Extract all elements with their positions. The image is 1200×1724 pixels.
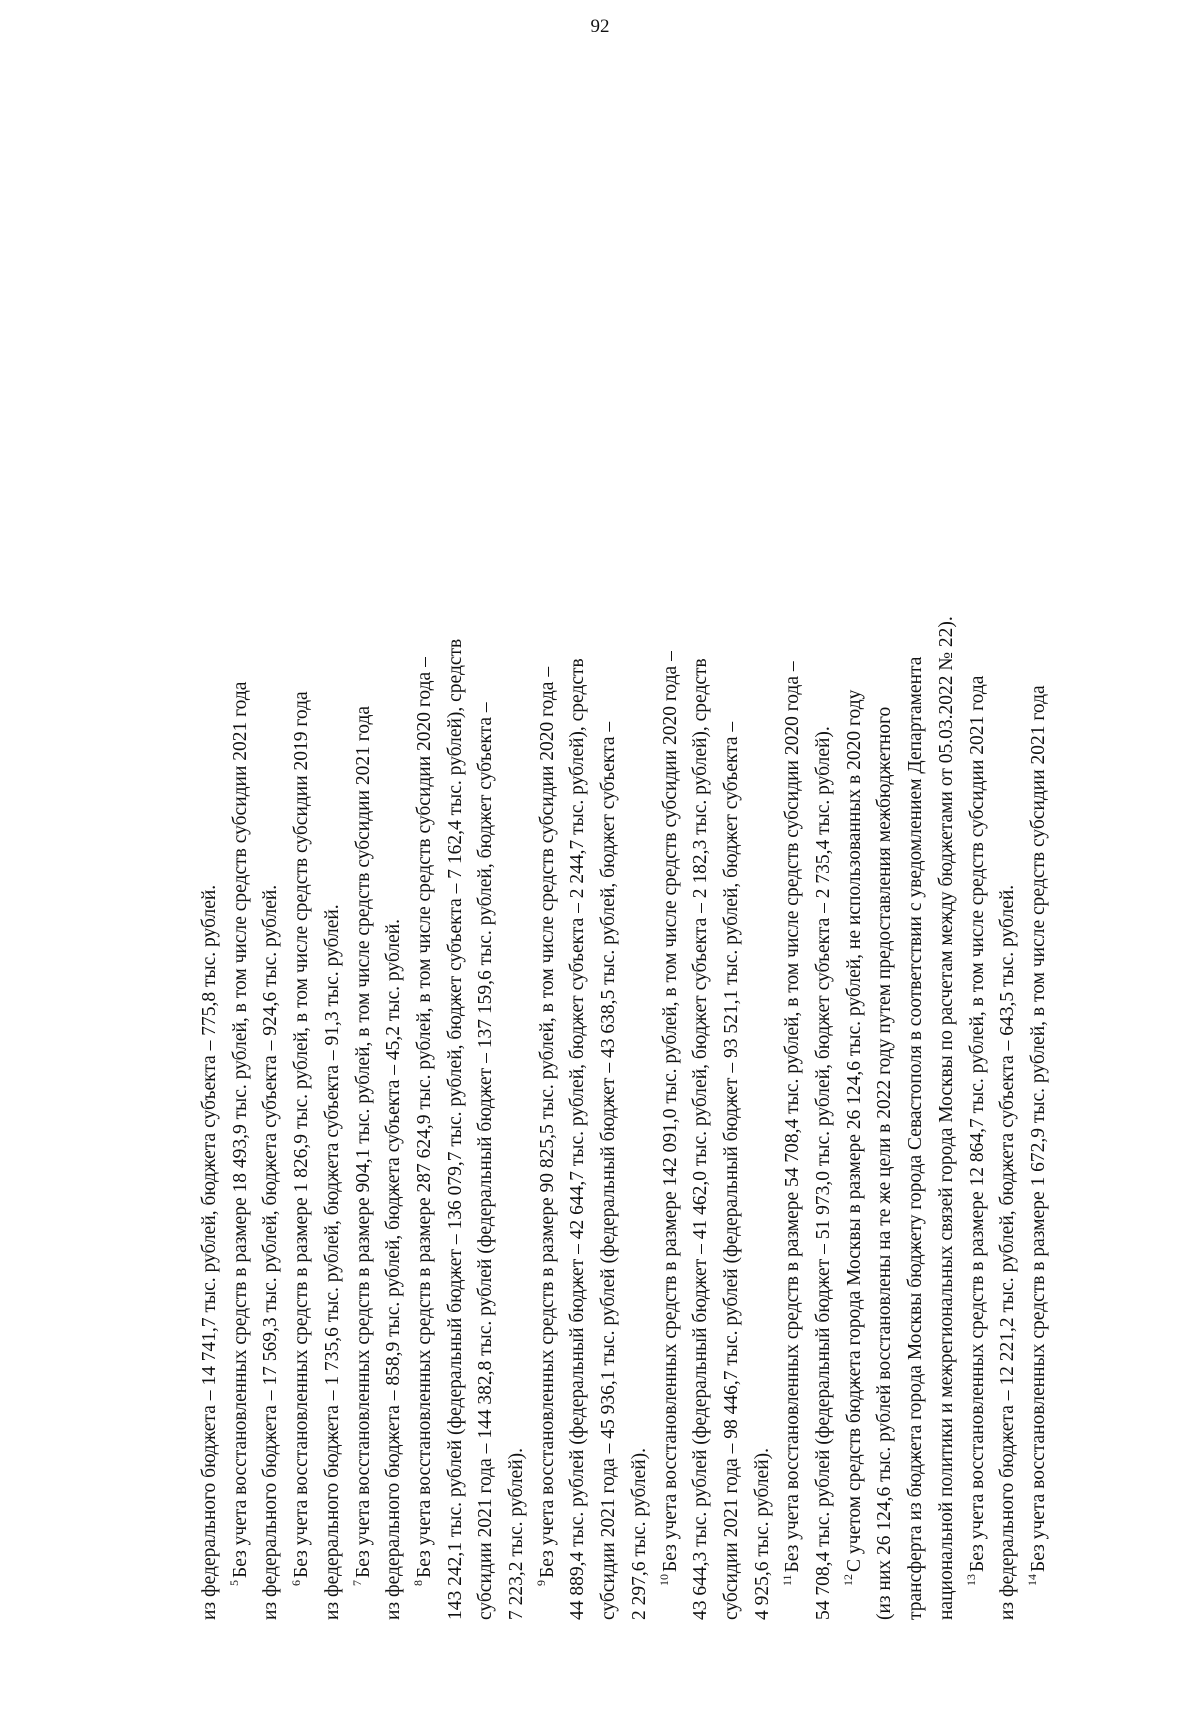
footnote-line-start (656, 90, 687, 1620)
footnote-text: национальной политики и межрегиональных связей города Москвы по расчетам между бюджетами от 05.03.2022 № 22). (935, 616, 957, 1620)
footnote-line (686, 90, 717, 1620)
footnote-line (379, 90, 410, 1620)
footnotes-block (195, 90, 1055, 1620)
footnote-line-start (533, 90, 564, 1620)
footnote-marker: 7 (350, 1580, 365, 1586)
footnote-text: Без учета восстановленных средств в размере 12 864,7 тыс. рублей, в том числе средств субсидии 2021 года (966, 675, 988, 1572)
footnote-line (318, 90, 349, 1620)
footnote-text: Без учета восстановленных средств в размере 1 826,9 тыс. рублей, в том числе средств субсидии 2019 года (291, 691, 313, 1578)
footnote-text: 44 889,4 тыс. рублей (федеральный бюджет – 42 644,7 тыс. рублей, бюджет субъекта – 2 244,7 тыс. рублей), средств (567, 658, 589, 1620)
footnote-text: трансферта из бюджета города Москвы бюджету города Севастополя в соответствии с уведомлением Департамента (905, 656, 927, 1620)
footnote-text: субсидии 2021 года – 45 936,1 тыс. рублей (федеральный бюджет – 43 638,5 тыс. рублей, бюджет субъекта – (598, 721, 620, 1620)
footnote-text: из федерального бюджета – 17 569,3 тыс. рублей, бюджета субъекта – 924,6 тыс. рублей. (260, 884, 282, 1620)
footnote-line (717, 90, 748, 1620)
footnote-line-start (1024, 90, 1055, 1620)
footnote-line (256, 90, 287, 1620)
footnote-line (870, 90, 901, 1620)
footnote-line-start (349, 90, 380, 1620)
footnote-text: Без учета восстановленных средств в размере 904,1 тыс. рублей, в том числе средств субсидии 2021 года (352, 705, 374, 1578)
footnote-marker: 6 (288, 1580, 303, 1586)
footnote-marker: 13 (964, 1574, 979, 1586)
footnote-text: субсидии 2021 года – 98 446,7 тыс. рублей (федеральный бюджет – 93 521,1 тыс. рублей, бюджет субъекта – (720, 721, 742, 1620)
footnote-line (195, 90, 226, 1620)
footnote-line (625, 90, 656, 1620)
footnote-marker: 8 (411, 1580, 426, 1586)
footnote-line-start (963, 90, 994, 1620)
footnote-line-start (778, 90, 809, 1620)
footnote-line (441, 90, 472, 1620)
footnote-text: 7 223,2 тыс. рублей). (506, 1447, 528, 1620)
footnote-marker: 5 (227, 1580, 242, 1586)
footnote-marker: 9 (534, 1580, 549, 1586)
footnote-line (748, 90, 779, 1620)
footnote-marker: 12 (841, 1574, 856, 1586)
footnote-text: 43 644,3 тыс. рублей (федеральный бюджет – 41 462,0 тыс. рублей, бюджет субъекта – 2 182,3 тыс. рублей), средств (690, 658, 712, 1620)
footnote-text: 2 297,6 тыс. рублей). (628, 1447, 650, 1620)
footnote-line (932, 90, 963, 1620)
footnote-text: Без учета восстановленных средств в размере 54 708,4 тыс. рублей, в том числе средств субсидии 2020 года – (782, 661, 804, 1573)
footnote-marker: 11 (779, 1574, 794, 1586)
footnote-text: Без учета восстановленных средств в размере 90 825,5 тыс. рублей, в том числе средств субсидии 2020 года – (536, 666, 558, 1578)
footnote-text: 4 925,6 тыс. рублей). (751, 1447, 773, 1620)
footnote-line-start (840, 90, 871, 1620)
footnote-text: С учетом средств бюджета города Москвы в размере 26 124,6 тыс. рублей, не использованных в 2020 году (843, 689, 865, 1572)
footnote-line (993, 90, 1024, 1620)
footnote-line (563, 90, 594, 1620)
footnote-line (594, 90, 625, 1620)
footnote-text: 54 708,4 тыс. рублей (федеральный бюджет – 51 973,0 тыс. рублей, бюджет субъекта – 2 735,4 тыс. рублей). (813, 726, 835, 1620)
footnote-text: Без учета восстановленных средств в размере 142 091,0 тыс. рублей, в том числе средств субсидии 2020 года – (659, 651, 681, 1572)
footnote-line-start (226, 90, 257, 1620)
footnote-text: Без учета восстановленных средств в размере 1 672,9 тыс. рублей, в том числе средств субсидии 2021 года (1027, 685, 1049, 1572)
footnote-text: субсидии 2021 года – 144 382,8 тыс. рублей (федеральный бюджет – 137 159,6 тыс. рублей, бюджет субъекта – (475, 702, 497, 1620)
footnote-marker: 10 (657, 1574, 672, 1586)
footnote-text: Без учета восстановленных средств в размере 287 624,9 тыс. рублей, в том числе средств субсидии 2020 года – (413, 657, 435, 1578)
footnote-text: из федерального бюджета – 12 221,2 тыс. рублей, бюджета субъекта – 643,5 тыс. рублей. (997, 884, 1019, 1620)
footnote-text: 143 242,1 тыс. рублей (федеральный бюджет – 136 079,7 тыс. рублей, бюджет субъекта – 7 162,4 тыс. рублей), средств (444, 638, 466, 1620)
footnote-marker: 14 (1025, 1574, 1040, 1586)
footnote-line-start (410, 90, 441, 1620)
footnote-text: Без учета восстановленных средств в размере 18 493,9 тыс. рублей, в том числе средств субсидии 2021 года (229, 681, 251, 1578)
footnote-line (502, 90, 533, 1620)
footnote-text: из федерального бюджета – 858,9 тыс. рублей, бюджета субъекта – 45,2 тыс. рублей. (383, 918, 405, 1620)
footnote-line-start (287, 90, 318, 1620)
footnote-text: из федерального бюджета – 14 741,7 тыс. рублей, бюджета субъекта – 775,8 тыс. рублей. (199, 884, 220, 1620)
footnote-line (471, 90, 502, 1620)
footnote-line (901, 90, 932, 1620)
footnote-text: из федерального бюджета – 1 735,6 тыс. рублей, бюджета субъекта – 91,3 тыс. рублей. (321, 904, 343, 1620)
page-number: 92 (590, 16, 610, 37)
footnote-line (809, 90, 840, 1620)
footnote-text: (из них 26 124,6 тыс. рублей восстановлены на те же цели в 2022 году путем предоставления межбюджетного (874, 706, 896, 1620)
